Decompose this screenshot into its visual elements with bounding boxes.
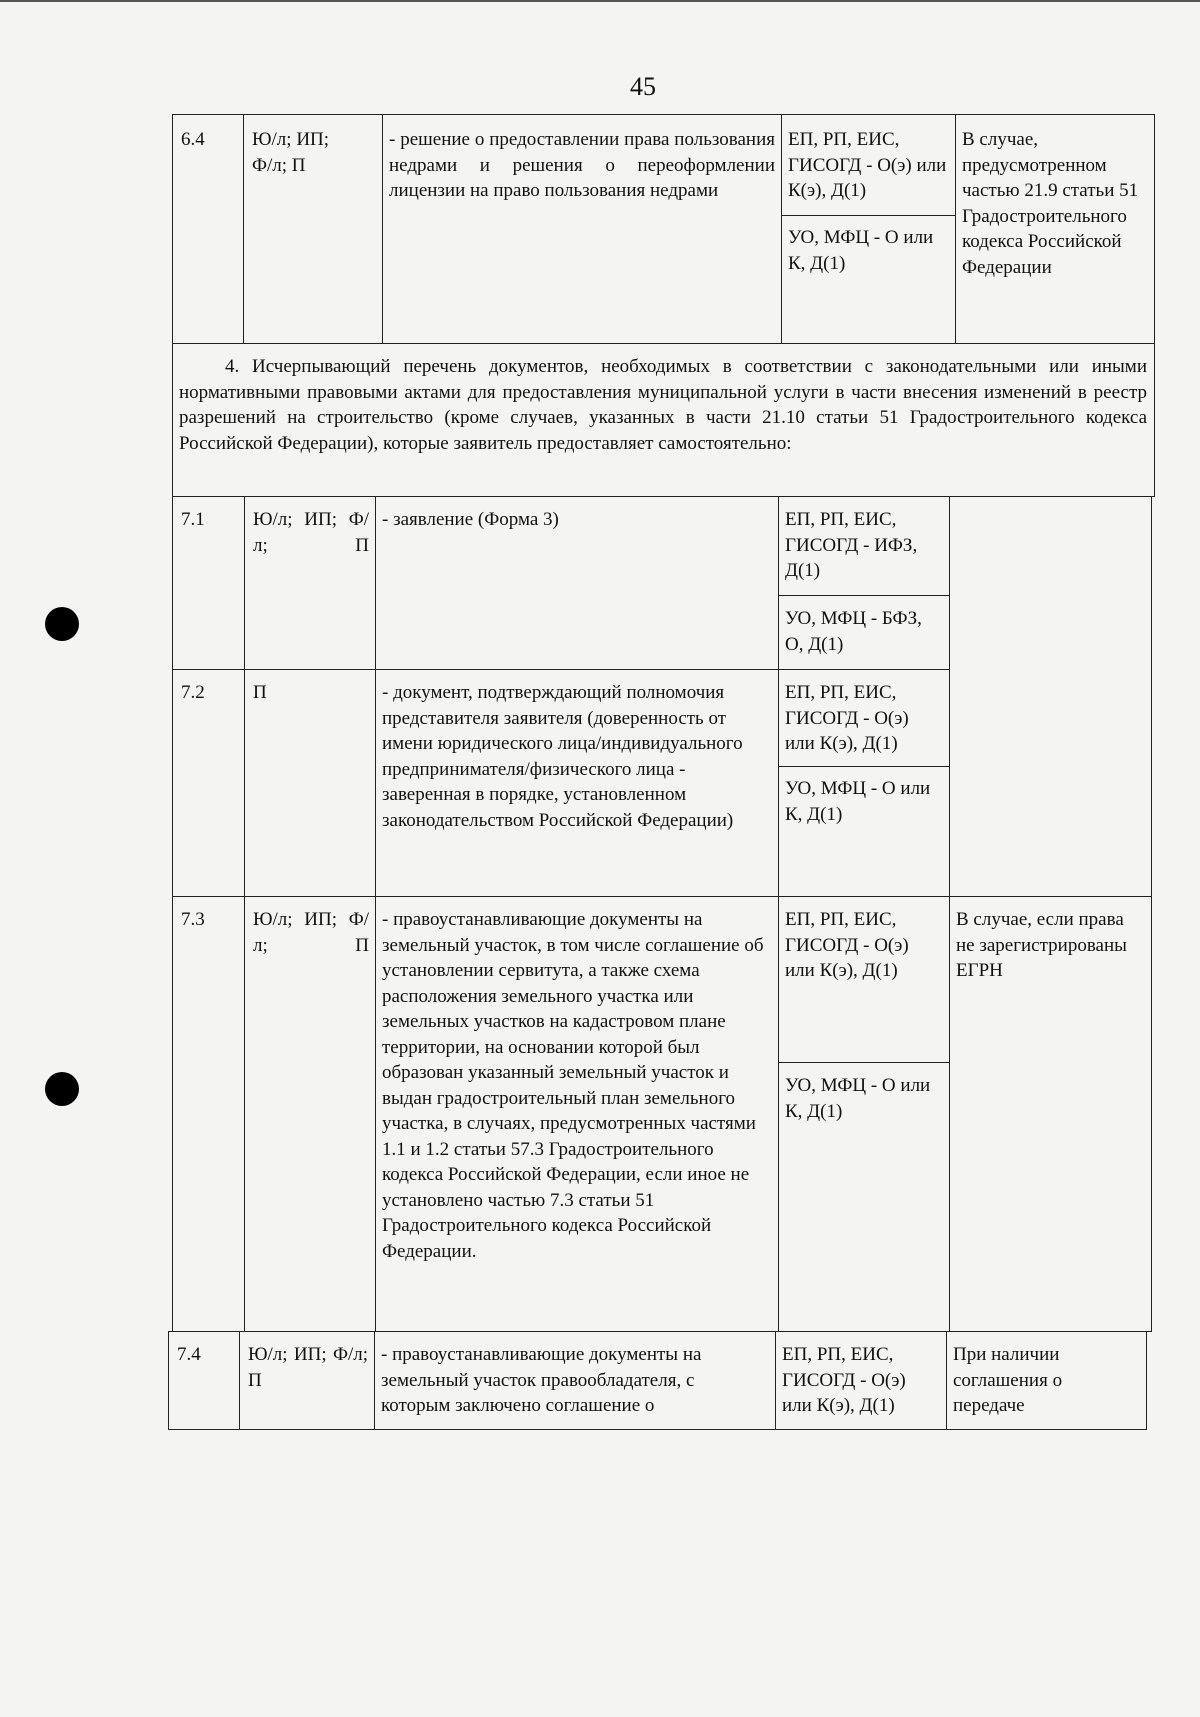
row-7-4-number-cell — [168, 1331, 240, 1430]
top-edge-rule — [0, 0, 1200, 2]
row-number: 7.4 — [177, 1344, 201, 1365]
row-6-4-way-paper-cell — [781, 215, 956, 344]
row-number: 7.2 — [181, 682, 205, 703]
row-7-2-way-paper-cell — [778, 766, 950, 897]
applicant-type: Ю/л; ИП; Ф/л; П — [252, 129, 330, 176]
row-7-2-document-cell — [375, 669, 779, 897]
applicant-type: П — [253, 682, 267, 703]
row-7-1-applicant-cell — [244, 496, 376, 670]
row-7-4-applicant-cell — [239, 1331, 375, 1430]
row-7-2-applicant-cell — [244, 669, 376, 897]
row-7-1-number-cell — [172, 496, 245, 670]
row-7-1-document-cell — [375, 496, 779, 670]
row-6-4-number-cell — [172, 114, 244, 344]
row-note: В случае, предусмотренном частью 21.9 статьи 51 Градостроительного кодекса Российской Федерации — [962, 129, 1139, 278]
section-4-heading-cell — [172, 343, 1155, 497]
row-7-3-way-paper-cell — [778, 1062, 950, 1332]
document-description: - правоустанавливающие документы на земельный участок, в том числе соглашение об установлении сервитута, а также схема расположения земельного участка или земельных участков на кадастровом плане территории, на основании которой был образован указанный земельный участок и выдан градостроительный план земельного участка, в случаях, предусмотренных частями 1.1 и 1.2 статьи 57.3 Градостроительного кодекса Российской Федерации, если иное не установлено частью 7.3 статьи 51 Градостроительного кодекса Российской Федерации. — [382, 909, 764, 1262]
document-description: - решение о предоставлении права пользования недрами и решения о переоформлении лицензии на право пользования недрами — [389, 129, 775, 201]
submission-way-paper: УО, МФЦ - О или К, Д(1) — [785, 1075, 931, 1122]
page-number: 45 — [630, 72, 656, 101]
row-number: 7.3 — [181, 909, 205, 930]
row-7-4-note-cell — [946, 1331, 1147, 1430]
submission-way-electronic: ЕП, РП, ЕИС, ГИСОГД - О(э) или К(э), Д(1) — [785, 909, 909, 981]
row-7-2-way-electronic-cell — [778, 669, 950, 767]
row-6-4-way-electronic-cell — [781, 114, 956, 216]
row-note: В случае, если права не зарегистрированы ЕГРН — [956, 909, 1127, 981]
submission-way-paper: УО, МФЦ - О или К, Д(1) — [785, 778, 931, 825]
applicant-type: Ю/л; ИП; Ф/л; П — [253, 909, 369, 956]
submission-way-paper: УО, МФЦ - О или К, Д(1) — [788, 227, 934, 274]
row-number: 6.4 — [181, 129, 205, 150]
submission-way-paper: УО, МФЦ - БФЗ, О, Д(1) — [785, 608, 922, 655]
document-description: - правоустанавливающие документы на земельный участок правообладателя, с которым заключено соглашение о — [381, 1344, 702, 1416]
document-description: - документ, подтверждающий полномочия представителя заявителя (доверенность от имени юридического лица/индивидуального предпринимателя/физического лица - заверенная в порядке, установленном законодательством Российской Федерации) — [382, 682, 743, 831]
row-7-3-way-electronic-cell — [778, 896, 950, 1063]
row-7-2-number-cell — [172, 669, 245, 897]
applicant-type: Ю/л; ИП; Ф/л; П — [253, 509, 369, 556]
row-number: 7.1 — [181, 509, 205, 530]
row-7-1-7-2-note-cell — [949, 496, 1152, 897]
row-7-3-number-cell — [172, 896, 245, 1332]
submission-way-electronic: ЕП, РП, ЕИС, ГИСОГД - О(э) или К(э), Д(1) — [785, 682, 909, 754]
document-description: - заявление (Форма 3) — [382, 509, 559, 530]
row-6-4-applicant-cell — [243, 114, 383, 344]
row-6-4-document-cell — [382, 114, 782, 344]
applicant-type: Ю/л; ИП; Ф/л; П — [248, 1344, 368, 1391]
row-7-3-applicant-cell — [244, 896, 376, 1332]
row-7-4-document-cell — [374, 1331, 776, 1430]
punch-hole — [45, 1072, 79, 1106]
row-6-4-note-cell — [955, 114, 1155, 344]
submission-way-electronic: ЕП, РП, ЕИС, ГИСОГД - О(э) или К(э), Д(1) — [788, 129, 947, 201]
row-7-1-way-electronic-cell — [778, 496, 950, 596]
punch-hole — [45, 607, 79, 641]
row-7-3-document-cell — [375, 896, 779, 1332]
section-4-heading: 4. Исчерпывающий перечень документов, необходимых в соответствии с законодательными или иными нормативными правовыми актами для предоставления муниципальной услуги в части внесения изменений в реестр разрешений на строительство (кроме случаев, указанных в части 21.10 статьи 51 Градостроительного кодекса Российской Федерации), которые заявитель предоставляет самостоятельно: — [179, 356, 1147, 454]
submission-way-electronic: ЕП, РП, ЕИС, ГИСОГД - ИФЗ, Д(1) — [785, 509, 918, 581]
row-7-3-note-cell — [949, 896, 1152, 1332]
row-7-4-way-electronic-cell — [775, 1331, 947, 1430]
submission-way-electronic: ЕП, РП, ЕИС, ГИСОГД - О(э) или К(э), Д(1) — [782, 1344, 906, 1416]
row-7-1-way-paper-cell — [778, 595, 950, 670]
row-note: При наличии соглашения о передаче — [953, 1344, 1063, 1416]
